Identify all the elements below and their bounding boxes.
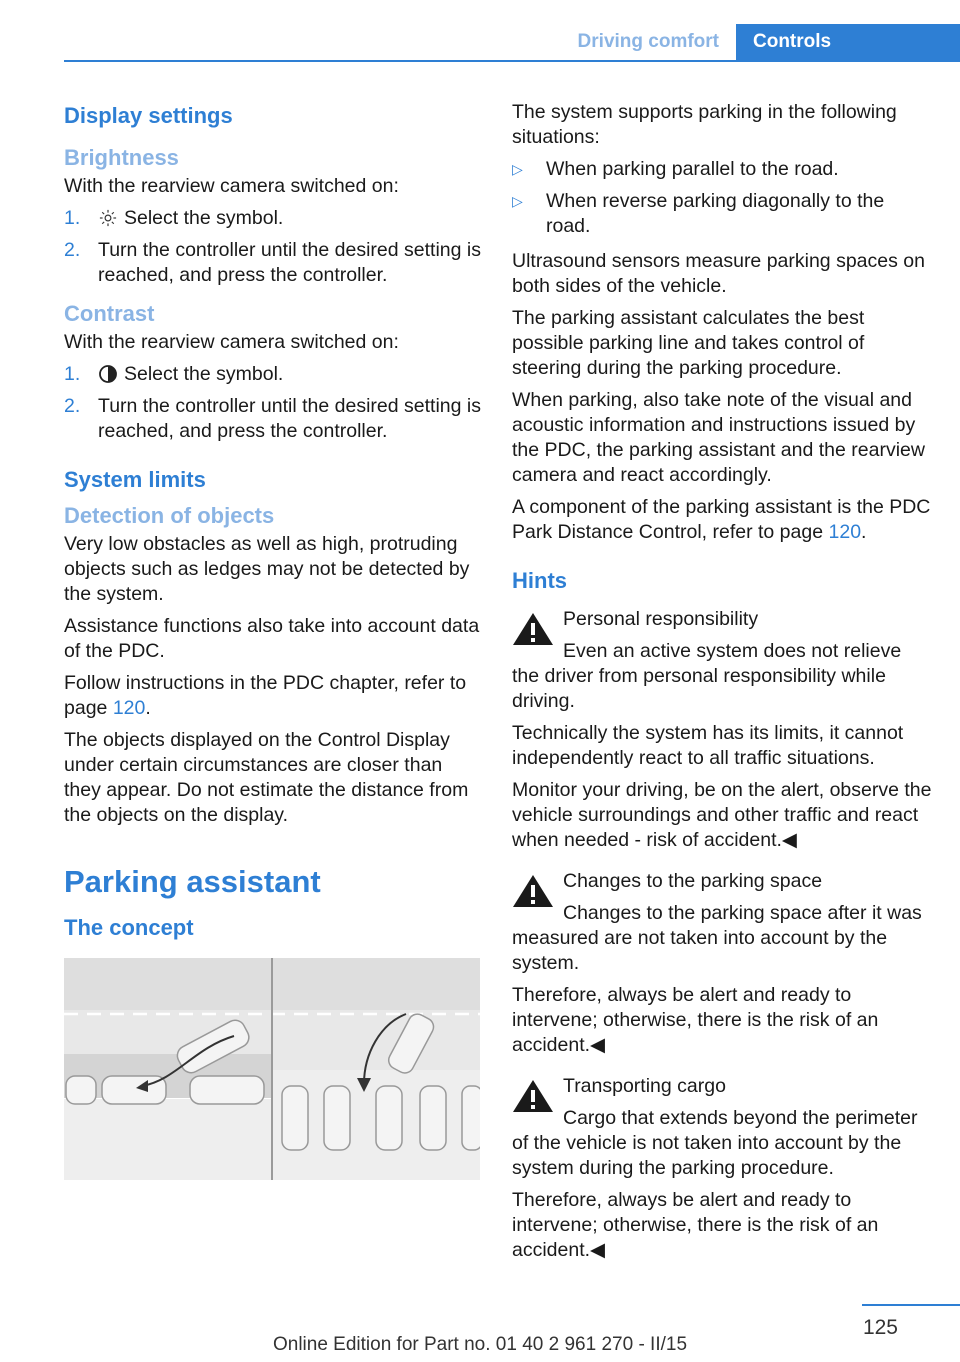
- step-number: 2.: [64, 395, 81, 417]
- contrast-steps: [64, 362, 484, 444]
- detection-paragraph-3: Follow instructions in the PDC chapter, refer to page 120.: [64, 672, 467, 719]
- left-column: [64, 100, 484, 1180]
- detection-paragraph-4: The objects displayed on the Control Display under certain circumstances are closer than they appear. Do not estimate the distance from the objects on the display.: [64, 729, 469, 826]
- page-reference-link[interactable]: 120: [112, 697, 146, 719]
- page-header: [64, 24, 960, 62]
- footer-rule: [862, 1304, 960, 1306]
- step-text: Turn the controller until the desired setting is reached, and press the controller.: [98, 395, 481, 442]
- brightness-intro: With the rearview camera switched on:: [64, 175, 399, 197]
- warning-text: Therefore, always be alert and ready to intervene; otherwise, there is the risk of an accident.◀: [512, 1189, 879, 1261]
- contrast-intro: With the rearview camera switched on:: [64, 331, 399, 353]
- page-reference-link[interactable]: 120: [828, 521, 862, 543]
- heading-system-limits: System limits: [64, 467, 206, 492]
- list-item: [64, 238, 484, 288]
- bullet-triangle-icon: ▷: [512, 161, 523, 177]
- situations-intro: The system supports parking in the following situations:: [512, 101, 897, 148]
- paragraph-calculation: The parking assistant calculates the best possible parking line and takes control of steering during the parking procedure.: [512, 307, 865, 379]
- brightness-sun-icon: [98, 206, 118, 231]
- warning-text: Technically the system has its limits, it cannot independently react to all traffic situations.: [512, 722, 904, 769]
- heading-hints: Hints: [512, 568, 567, 593]
- header-section-label: Driving comfort: [577, 31, 719, 52]
- parking-illustration: [64, 958, 480, 1180]
- list-item: [64, 206, 484, 231]
- step-number: 1.: [64, 207, 81, 229]
- warning-personal-responsibility: [512, 607, 932, 853]
- warning-triangle-icon: [512, 611, 554, 647]
- warning-triangle-icon: [512, 873, 554, 909]
- right-column: [512, 100, 932, 1270]
- detection-paragraph-1: Very low obstacles as well as high, protruding objects such as ledges may not be detected by the system.: [64, 533, 470, 605]
- warning-text: Changes to the parking space after it was measured are not taken into account by the system.: [512, 902, 922, 974]
- list-item: ▷ When reverse parking diagonally to the road.: [512, 190, 885, 237]
- heading-parking-assistant: Parking assistant: [64, 864, 321, 899]
- heading-contrast: Contrast: [64, 301, 155, 326]
- warning-parking-space-changes: [512, 869, 932, 1058]
- step-text: Turn the controller until the desired setting is reached, and press the controller.: [98, 239, 481, 286]
- detection-paragraph-2: Assistance functions also take into account data of the PDC.: [64, 615, 480, 662]
- header-chapter-tab: Controls: [736, 24, 960, 60]
- list-item: ▷ When parking parallel to the road.: [512, 158, 839, 180]
- step-number: 2.: [64, 239, 81, 261]
- heading-detection-of-objects: Detection of objects: [64, 503, 275, 528]
- list-item: [64, 394, 484, 444]
- footer-edition: Online Edition for Part no. 01 40 2 961 270 - II/15: [272, 1334, 688, 1355]
- warning-triangle-icon: [512, 1078, 554, 1114]
- list-item: [64, 362, 484, 387]
- page-number: 125: [862, 1316, 898, 1339]
- warning-transporting-cargo: [512, 1074, 932, 1263]
- paragraph-visual-acoustic: When parking, also take note of the visual and acoustic information and instructions issued by the PDC, the parking assistant and the rearview camera and react accordingly.: [512, 389, 925, 486]
- brightness-steps: [64, 206, 484, 288]
- situations-list: [512, 157, 932, 239]
- warning-title: Transporting cargo: [563, 1075, 726, 1097]
- step-text: Select the symbol.: [124, 207, 284, 229]
- heading-brightness: Brightness: [64, 145, 179, 170]
- paragraph-ultrasound: Ultrasound sensors measure parking spaces on both sides of the vehicle.: [512, 250, 925, 297]
- step-number: 1.: [64, 363, 81, 385]
- warning-title: Personal responsibility: [563, 608, 759, 630]
- bullet-triangle-icon: ▷: [512, 193, 523, 209]
- step-text: Select the symbol.: [124, 363, 284, 385]
- heading-the-concept: The concept: [64, 915, 194, 940]
- warning-text: Even an active system does not relieve the driver from personal responsibility while driving.: [512, 640, 902, 712]
- warning-text: Therefore, always be alert and ready to intervene; otherwise, there is the risk of an accident.◀: [512, 984, 879, 1056]
- paragraph-pdc-component: A component of the parking assistant is the PDC Park Distance Control, refer to page 120.: [512, 496, 931, 543]
- warning-text: Cargo that extends beyond the perimeter of the vehicle is not taken into account by the system during the parking procedure.: [512, 1107, 918, 1179]
- contrast-icon: [98, 362, 118, 387]
- heading-display-settings: Display settings: [64, 103, 233, 128]
- warning-text: Monitor your driving, be on the alert, observe the vehicle surroundings and other traffic and react when needed - risk of accident.◀: [512, 779, 932, 851]
- warning-title: Changes to the parking space: [563, 870, 823, 892]
